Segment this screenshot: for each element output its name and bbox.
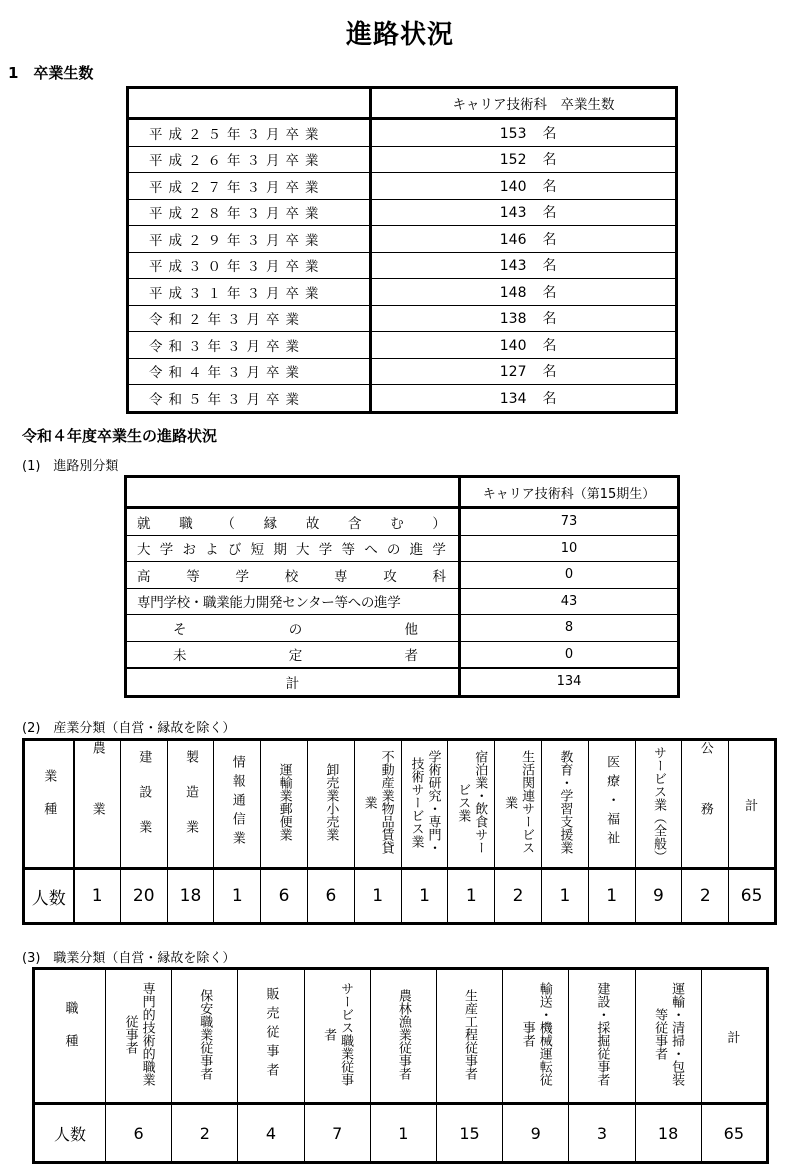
industry-column-value: 1 xyxy=(354,869,401,924)
occupation-count-label: 人数 xyxy=(53,1124,86,1144)
industry-column-header xyxy=(682,740,729,869)
industry-column-header xyxy=(307,740,354,869)
occupation-column-header xyxy=(304,969,370,1104)
industry-column-label: 生活関連サービス業 xyxy=(502,750,535,854)
industry-column-value: 1 xyxy=(401,869,448,924)
career-row-label: 高 等 学 校 専 攻 科 xyxy=(137,568,446,585)
industry-column-header xyxy=(588,740,635,869)
graduates-row-unit: 名 xyxy=(542,364,557,381)
graduates-row-label: 平成３０年３月卒業 xyxy=(149,259,325,276)
occupation-column-label: 専門的技術的職業従事者 xyxy=(122,982,155,1086)
industry-column-label: 学術研究・専門・技術サービス業 xyxy=(408,750,441,854)
career-row xyxy=(126,668,679,696)
graduates-row-value: 127 xyxy=(499,364,527,381)
industry-column-header xyxy=(729,740,776,869)
career-row-label: 未 定 者 xyxy=(173,648,418,665)
occupation-column-value: 15 xyxy=(436,1104,502,1163)
graduates-row-label: 平成２６年３月卒業 xyxy=(149,153,325,170)
industry-column-label: 不動産業物品賃貸業 xyxy=(361,750,394,854)
career-row-value: 8 xyxy=(460,615,679,642)
graduates-header: キャリア技術科 卒業生数 xyxy=(371,88,677,119)
graduates-row xyxy=(128,385,677,413)
career-row xyxy=(126,535,679,562)
occupation-column-header xyxy=(635,969,701,1104)
section3-heading: (2) 産業分類（自営・縁故を除く） xyxy=(22,721,236,736)
career-row-value: 73 xyxy=(460,508,679,536)
career-row-label: 大 学 お よ び 短 期 大 学 等 へ の 進 学 xyxy=(137,542,446,559)
industry-column-header xyxy=(401,740,448,869)
occupation-table xyxy=(32,967,769,1164)
occupation-column-header xyxy=(106,969,172,1104)
graduates-row xyxy=(128,119,677,147)
graduates-row xyxy=(128,279,677,306)
section2-heading: 令和４年度卒業生の進路状況 xyxy=(22,427,218,445)
graduates-row-label: 平成３１年３月卒業 xyxy=(149,285,325,302)
occupation-column-header xyxy=(701,969,767,1104)
industry-column-header xyxy=(261,740,308,869)
career-row xyxy=(126,641,679,668)
graduates-row xyxy=(128,173,677,200)
graduates-row-label: 平成２８年３月卒業 xyxy=(149,206,325,223)
graduates-row xyxy=(128,199,677,226)
occupation-row-header xyxy=(34,969,106,1104)
graduates-row-unit: 名 xyxy=(542,125,557,142)
graduates-row-unit: 名 xyxy=(542,284,557,301)
occupation-column-value: 9 xyxy=(503,1104,569,1163)
occupation-column-label: 販売従事者 xyxy=(263,986,279,1082)
occupation-column-label: 保安職業従事者 xyxy=(197,988,213,1080)
graduates-row-value: 152 xyxy=(499,152,527,169)
occupation-column-header xyxy=(569,969,635,1104)
graduates-row-label: 平成２５年３月卒業 xyxy=(149,126,325,143)
graduates-row xyxy=(128,146,677,173)
industry-column-label: 建設業 xyxy=(136,749,152,855)
career-path-table xyxy=(124,475,680,698)
career-header: キャリア技術科（第15期生） xyxy=(460,477,679,508)
industry-row-header xyxy=(24,740,74,869)
graduates-row-value: 138 xyxy=(499,311,527,328)
industry-column-value: 1 xyxy=(541,869,588,924)
occupation-column-label: 農林漁業従事者 xyxy=(395,988,411,1080)
graduates-row-unit: 名 xyxy=(542,231,557,248)
industry-column-header xyxy=(214,740,261,869)
industry-row-header-text: 業種 xyxy=(41,769,57,835)
industry-column-label: 公務 xyxy=(697,741,713,863)
industry-column-header xyxy=(354,740,401,869)
graduates-row xyxy=(128,252,677,279)
occupation-column-value: 7 xyxy=(304,1104,370,1163)
occupation-column-label: 建設・採掘従事者 xyxy=(594,982,610,1086)
graduates-row-label: 令和５年３月卒業 xyxy=(149,391,305,408)
graduates-row xyxy=(128,226,677,253)
graduates-row-unit: 名 xyxy=(542,258,557,275)
industry-column-value: 2 xyxy=(682,869,729,924)
occupation-total-label: 計 xyxy=(727,1030,741,1046)
page-title: 進路状況 xyxy=(345,20,454,50)
industry-column-label: 宿泊業・飲食サービス業 xyxy=(455,750,488,854)
industry-column-value: 6 xyxy=(261,869,308,924)
occupation-column-label: 運輸・清掃・包装等従事者 xyxy=(652,982,685,1086)
career-row xyxy=(126,562,679,589)
industry-column-label: 情報通信業 xyxy=(229,754,245,850)
career-row-value: 0 xyxy=(460,641,679,668)
career-row-label: そ の 他 xyxy=(173,621,418,638)
graduates-row xyxy=(128,332,677,359)
industry-column-value: 65 xyxy=(729,869,776,924)
industry-column-header xyxy=(635,740,682,869)
industry-column-value: 18 xyxy=(167,869,214,924)
industry-count-label: 人数 xyxy=(24,869,74,924)
occupation-column-value: 2 xyxy=(172,1104,238,1163)
occupation-column-value: 3 xyxy=(569,1104,635,1163)
graduates-row-label: 平成２７年３月卒業 xyxy=(149,179,325,196)
industry-column-value: 1 xyxy=(588,869,635,924)
graduates-row-value: 143 xyxy=(499,258,527,275)
industry-column-header xyxy=(74,740,121,869)
occupation-column-label: 輸送・機械運転従事者 xyxy=(519,982,552,1086)
industry-column-value: 1 xyxy=(448,869,495,924)
occupation-column-header xyxy=(503,969,569,1104)
graduates-row-label: 令和２年３月卒業 xyxy=(149,312,305,329)
industry-column-header xyxy=(167,740,214,869)
industry-column-value: 2 xyxy=(495,869,542,924)
industry-column-value: 1 xyxy=(74,869,121,924)
industry-column-label: 製造業 xyxy=(182,749,198,855)
career-row-label: 専門学校・職業能力開発センター等への進学 xyxy=(137,595,401,612)
occupation-column-value: 1 xyxy=(370,1104,436,1163)
industry-column-value: 6 xyxy=(307,869,354,924)
graduates-row-value: 140 xyxy=(499,337,527,354)
graduates-row-value: 146 xyxy=(499,231,527,248)
occupation-column-value: 6 xyxy=(106,1104,172,1163)
occupation-column-header xyxy=(238,969,304,1104)
graduates-row-label: 令和３年３月卒業 xyxy=(149,338,305,355)
industry-table xyxy=(22,738,777,925)
occupation-column-label: 生産工程従事者 xyxy=(462,988,478,1080)
industry-column-header xyxy=(541,740,588,869)
industry-total-label: 計 xyxy=(745,798,759,814)
industry-column-value: 1 xyxy=(214,869,261,924)
graduates-row-unit: 名 xyxy=(542,337,557,354)
occupation-row-header-text: 職種 xyxy=(62,1001,78,1067)
career-row-label: 就 職 （ 縁 故 含 む ） xyxy=(137,515,446,532)
career-row xyxy=(126,615,679,642)
occupation-column-value: 4 xyxy=(238,1104,304,1163)
graduates-row-unit: 名 xyxy=(542,311,557,328)
graduates-row xyxy=(128,305,677,332)
career-row xyxy=(126,588,679,615)
career-row-label: 計 xyxy=(285,675,300,692)
industry-column-header xyxy=(120,740,167,869)
industry-column-label: 医療・福祉 xyxy=(604,754,620,850)
section4-heading: (3) 職業分類（自営・縁故を除く） xyxy=(22,951,236,966)
section2-subheading: (1) 進路別分類 xyxy=(22,459,119,474)
career-row-value: 0 xyxy=(460,562,679,589)
occupation-column-header xyxy=(172,969,238,1104)
industry-column-header xyxy=(448,740,495,869)
graduates-table xyxy=(126,86,678,414)
graduates-row-value: 140 xyxy=(499,178,527,195)
graduates-header-blank xyxy=(128,88,371,119)
industry-column-value: 9 xyxy=(635,869,682,924)
graduates-row-unit: 名 xyxy=(542,205,557,222)
occupation-column-value: 65 xyxy=(701,1104,767,1163)
career-row-value: 43 xyxy=(460,588,679,615)
occupation-column-header xyxy=(370,969,436,1104)
graduates-row-value: 134 xyxy=(499,390,527,407)
graduates-row-unit: 名 xyxy=(542,390,557,407)
industry-column-label: 卸売業小売業 xyxy=(323,763,339,841)
graduates-row-value: 153 xyxy=(499,125,527,142)
graduates-row-label: 令和４年３月卒業 xyxy=(149,365,305,382)
industry-column-value: 20 xyxy=(120,869,167,924)
graduates-row-value: 143 xyxy=(499,205,527,222)
graduates-row-value: 148 xyxy=(499,284,527,301)
graduates-row-label: 平成２９年３月卒業 xyxy=(149,232,325,249)
industry-column-label: 教育・学習支援業 xyxy=(557,750,573,854)
industry-column-label: 運輸業郵便業 xyxy=(276,763,292,841)
industry-column-header xyxy=(495,740,542,869)
career-row-value: 134 xyxy=(460,668,679,696)
occupation-column-header xyxy=(436,969,502,1104)
industry-column-label: サービス業（全般） xyxy=(650,746,666,863)
graduates-row-unit: 名 xyxy=(542,178,557,195)
graduates-row xyxy=(128,358,677,385)
graduates-row-unit: 名 xyxy=(542,152,557,169)
career-row-value: 10 xyxy=(460,535,679,562)
occupation-column-label: サービス職業従事者 xyxy=(321,982,354,1086)
section1-heading: 1 卒業生数 xyxy=(8,64,94,82)
occupation-column-value: 18 xyxy=(635,1104,701,1163)
industry-column-label: 農業 xyxy=(89,741,105,863)
career-row xyxy=(126,508,679,536)
career-header-blank xyxy=(126,477,460,508)
